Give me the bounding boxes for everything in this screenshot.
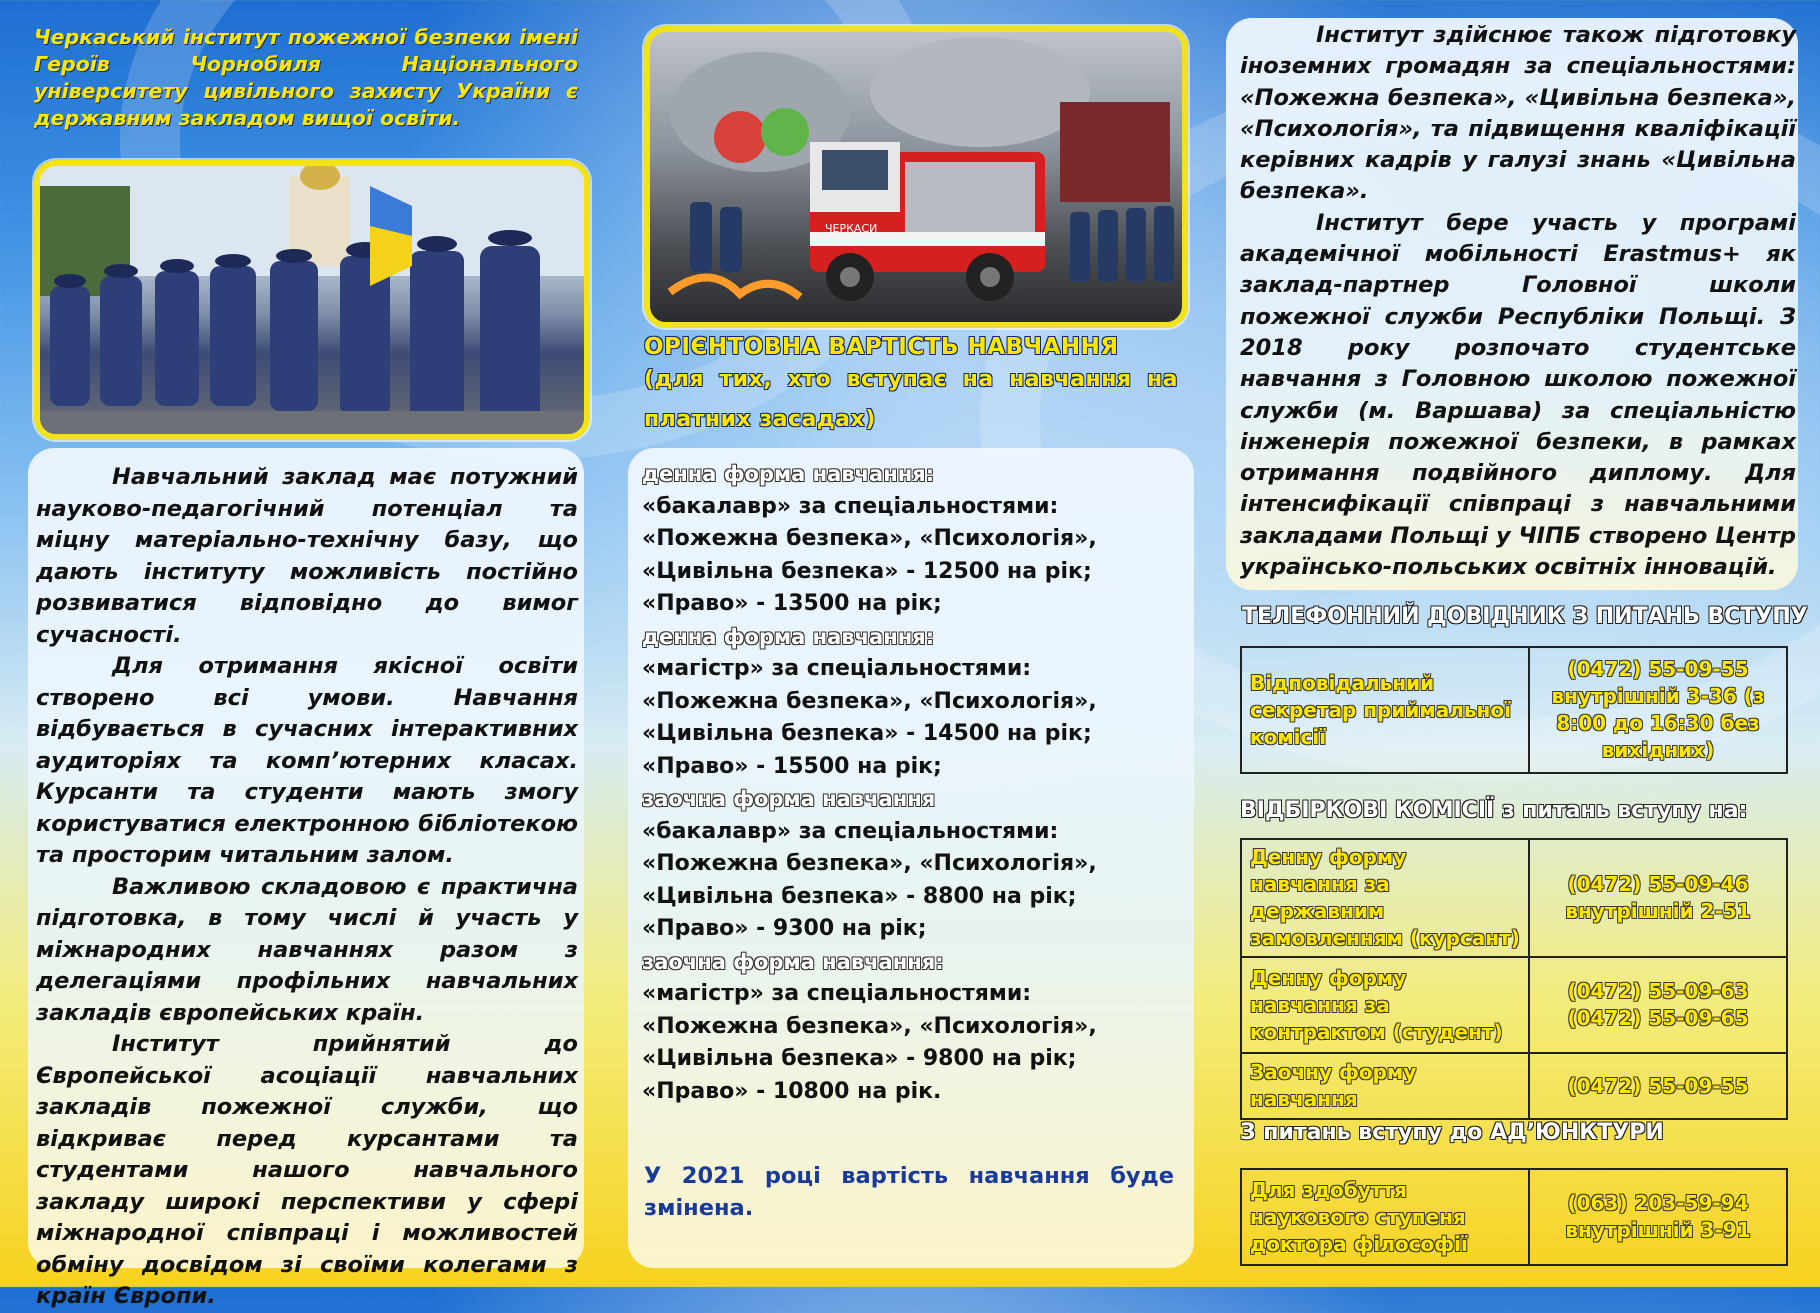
truck-plate-text: ЧЕРКАСИ xyxy=(825,222,878,235)
study-mode-label: денна форма навчання: xyxy=(642,462,935,486)
contact-label: Денну форму навчання за контрактом (студент) xyxy=(1241,957,1529,1053)
price-line: «магістр» за спеціальностями: xyxy=(642,981,1032,1006)
left-text-panel xyxy=(28,448,584,1309)
price-line: «Пожежна безпека», «Психологія», xyxy=(642,688,1097,714)
paragraph: Для отримання якісної освіти створено всі умови. Навчання відбувається в сучасних інтерактивних аудиторіях та комп’ютерних класах. Курсанти та студенти мають змогу користуватися електронною бібліотекою та просторим читальним залом. xyxy=(36,653,578,868)
adjunct-title: З питань вступу до АД’ЮНКТУРИ xyxy=(1240,1120,1664,1145)
contact-phone: (063) 203-59-94 внутрішній 3-91 xyxy=(1529,1169,1787,1265)
price-line: «Право» - 9300 на рік; xyxy=(642,916,927,941)
contact-label: Для здобуття наукового ступеня доктора філософії xyxy=(1241,1169,1529,1265)
contact-row xyxy=(1241,647,1787,773)
phone-table xyxy=(1240,646,1788,774)
price-line: «Право» - 10800 на рік. xyxy=(642,1078,942,1104)
contact-row xyxy=(1241,1053,1787,1119)
contact-row xyxy=(1241,957,1787,1053)
fire-truck-illustration xyxy=(650,32,1182,322)
contact-phone: (0472) 55-09-63 (0472) 55-09-65 xyxy=(1529,957,1787,1053)
tuition-note: У 2021 році вартість навчання буде змінена. xyxy=(644,1163,1174,1221)
price-line: «Цивільна безпека» - 12500 на рік; xyxy=(642,558,1092,584)
contact-phone: (0472) 55-09-55 xyxy=(1529,1053,1787,1119)
price-list xyxy=(642,458,1182,1108)
left-intro xyxy=(34,24,578,132)
study-mode-label: денна форма навчання: xyxy=(642,624,935,649)
tuition-panel xyxy=(628,448,1194,1268)
tuition-heading xyxy=(644,334,1178,440)
tuition-title: ОРІЄНТОВНА ВАРТІСТЬ НАВЧАННЯ xyxy=(644,334,1119,360)
price-line: «Цивільна безпека» - 8800 на рік; xyxy=(642,883,1077,909)
paragraph: Інститут бере участь у програмі академічної мобільності Erastmus+ як заклад-партнер Головної школи пожежної служби Республіки Польщі. З 2018 року розпочато студентське навчання з Головною школою пожежної служби (м. Варшава) за спеціальністю інженерія пожежної безпеки, в рамках отримання подвійного диплому. Для інтенсифікації співпраці з навчальними закладами Польщі у ЧІПБ створено Центр українсько-польських освітніх інновацій. xyxy=(1240,209,1796,581)
contact-row xyxy=(1241,1169,1787,1265)
contact-label: Відповідальний секретар приймальної комісії xyxy=(1241,647,1529,773)
contact-phone: (0472) 55-09-46 внутрішній 2-51 xyxy=(1529,839,1787,957)
price-line: «Право» - 15500 на рік; xyxy=(642,753,942,779)
price-line: «Цивільна безпека» - 9800 на рік; xyxy=(642,1046,1077,1071)
paragraph: Інститут здійснює також підготовку іноземних громадян за спеціальностями: «Пожежна безпека», «Цивільна безпека», «Психологія», та підвищення кваліфікації керівних кадрів у галузі знань «Цивільна безпека». xyxy=(1240,22,1796,205)
price-line: «Право» - 13500 на рік; xyxy=(642,591,942,616)
tuition-subtitle: (для тих, хто вступає на навчання на платних засадах) xyxy=(644,367,1178,432)
contact-label: Денну форму навчання за державним замовленням (курсант) xyxy=(1241,839,1529,957)
commissions-table xyxy=(1240,838,1788,1120)
price-line: «Пожежна безпека», «Психологія», xyxy=(642,851,1097,876)
paragraph: Важливою складовою є практична підготовка, в тому числі й участь у міжнародних навчаннях разом з делегаціями профільних навчальних закладів європейських країн. xyxy=(36,873,578,1026)
price-line: «бакалавр» за спеціальностями: xyxy=(642,818,1059,844)
parade-illustration xyxy=(40,166,584,434)
price-line: «Пожежна безпека», «Психологія», xyxy=(642,526,1097,551)
price-line: «Цивільна безпека» - 14500 на рік; xyxy=(642,721,1092,746)
paragraph: Навчальний заклад має потужний науково-педагогічний потенціал та міцну матеріально-технічну базу, що дають інституту можливість постійно розвиватися відповідно до вимог сучасності. xyxy=(36,464,578,648)
right-text-panel xyxy=(1226,18,1798,590)
contact-phone: (0472) 55-09-55 внутрішній 3-36 (з 8:00 до 16:30 без вихідних) xyxy=(1529,647,1787,773)
parade-photo xyxy=(34,160,590,440)
phone-directory-title: ТЕЛЕФОННИЙ ДОВІДНИК З ПИТАНЬ ВСТУПУ xyxy=(1242,604,1808,629)
study-mode-label: заочна форма навчання xyxy=(642,787,936,811)
contact-row xyxy=(1241,839,1787,957)
price-line: «Пожежна безпека», «Психологія», xyxy=(642,1013,1097,1039)
adjunct-table xyxy=(1240,1168,1788,1266)
study-mode-label: заочна форма навчання: xyxy=(642,949,944,974)
price-line: «магістр» за спеціальностями: xyxy=(642,656,1032,681)
intro-text: Черкаський інститут пожежної безпеки імені Героїв Чорнобиля Національного університету цивільного захисту України є державним закладом вищої освіти. xyxy=(34,25,578,130)
commissions-title: ВІДБІРКОВІ КОМІСІЇ з питань вступу на: xyxy=(1240,798,1748,823)
price-line: «бакалавр» за спеціальностями: xyxy=(642,493,1059,519)
paragraph: Інститут прийнятий до Європейської асоціації навчальних закладів пожежної служби, що відкриває перед курсантами та студентами нашого навчального закладу широкі перспективи у сфері міжнародної співпраці і можливостей обміну досвідом зі своїми колегами з країн Європи. xyxy=(36,1031,578,1309)
contact-label: Заочну форму навчання xyxy=(1241,1053,1529,1119)
firefighters-photo xyxy=(644,26,1188,328)
